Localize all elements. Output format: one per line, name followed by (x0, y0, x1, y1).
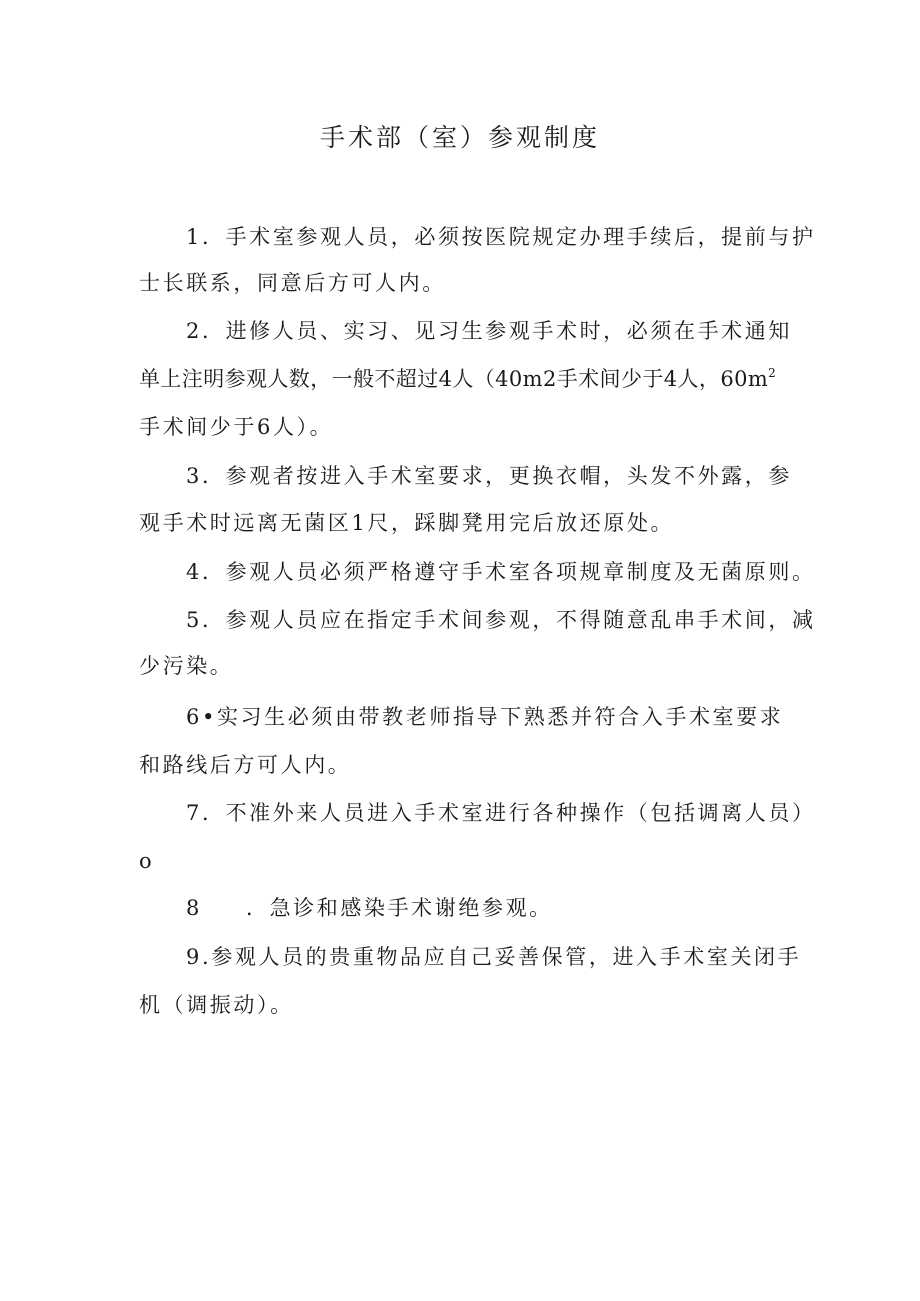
rule-6-text-2: 和路线后方可人内。 (139, 753, 352, 777)
rule-6-line-1 (186, 702, 783, 732)
rule-4-text-1: ．参观人员必须严格遵守手术室各项规章制度及无菌原则。 (201, 560, 816, 584)
rule-2-number: 2 (186, 319, 202, 343)
rule-8-number: 8 (186, 896, 202, 920)
rule-2-text-3: 手术间少于6人）。 (139, 415, 334, 439)
rule-9-text-1: 参观人员的贵重物品应自己妥善保管，进入手术室关闭手 (211, 945, 802, 969)
rule-2-line-2 (139, 364, 776, 394)
rule-3-number: 3 (186, 464, 202, 488)
rule-9-text-2: 机（调振动）。 (139, 993, 294, 1017)
rule-7-text-2: o (139, 849, 155, 873)
rule-8-text-1: ．急诊和感染手术谢绝参观。 (245, 896, 553, 920)
rule-9-number: 9. (186, 945, 212, 969)
rule-2-text-1: ．进修人员、实习、见习生参观手术时，必须在手术通知 (201, 319, 792, 343)
rule-1-number: 1 (186, 225, 202, 249)
rule-5-text-2: 少污染。 (139, 654, 234, 678)
rule-1-text-2: 士长联系，同意后方可人内。 (139, 271, 446, 295)
rule-9-line-1 (186, 942, 801, 972)
rule-6-text-1: •实习生必须由带教老师指导下熟悉并符合入手术室要求 (201, 705, 784, 729)
rule-5-number: 5 (186, 608, 202, 632)
rule-7-line-1 (186, 798, 816, 828)
rule-4-line-1 (186, 557, 816, 587)
rule-3-text-1: ．参观者按进入手术室要求，更换衣帽，头发不外露，参 (201, 464, 792, 488)
rule-7-number: 7 (186, 801, 202, 825)
rule-5-line-1 (186, 605, 816, 635)
rule-8-line-1 (186, 893, 553, 923)
rule-1-text-1: ．手术室参观人员，必须按医院规定办理手续后，提前与护 (201, 225, 816, 249)
rule-5-text-1: ．参观人员应在指定手术间参观，不得随意乱串手术间，减 (201, 608, 816, 632)
rule-6-number: 6 (186, 705, 202, 729)
document-title: 手术部（室）参观制度 (319, 123, 600, 152)
rule-3-text-2: 观手术时远离无菌区1尺，踩脚凳用完后放还原处。 (139, 511, 675, 535)
rule-3-line-1 (186, 461, 792, 491)
rule-2-line-1 (186, 316, 792, 346)
rule-2-superscript: 2 (768, 366, 777, 380)
rule-1-line-1 (186, 222, 816, 252)
rule-7-text-1: ．不准外来人员进入手术室进行各种操作（包括调离人员） (201, 801, 816, 825)
rule-2-text-2: 单上注明参观人数，一般不超过4人（40m2手术间少于4人，60m (139, 367, 769, 391)
rule-4-number: 4 (186, 560, 202, 584)
